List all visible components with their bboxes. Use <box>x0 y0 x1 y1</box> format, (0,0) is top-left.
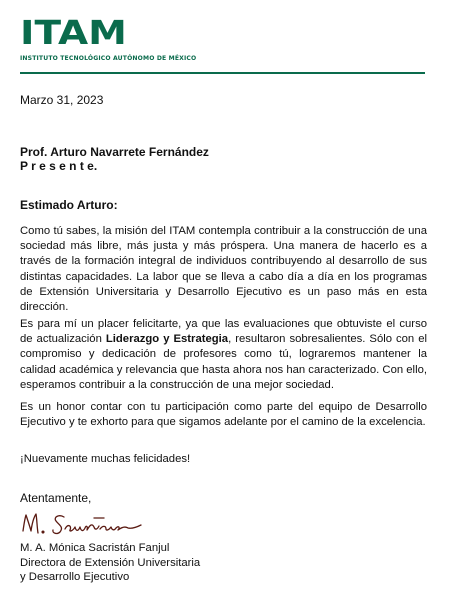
itam-logo <box>20 13 197 62</box>
salutation: Estimado Arturo: <box>20 198 118 212</box>
paragraph-congratulations <box>20 317 427 393</box>
recipient-name: Prof. Arturo Navarrete Fernández <box>20 145 209 159</box>
course-name: Liderazgo y Estrategia <box>105 333 229 346</box>
header-divider <box>20 72 425 74</box>
paragraph-text: Es para mí un placer felicitarte, ya que las evaluaciones que obtuviste el curso de actualización <box>20 318 427 346</box>
paragraph-mission: Como tú sabes, la misión del ITAM contempla contribuir a la construcción de una sociedad más libre, más justa y más próspera. Una manera de hacerlo es a través de la formación integral de individuos contribuyendo al desarrollo de sus distintas capacidades. La labor que se lleva a cabo día a día en los programas de Extensión Universitaria y Desarrollo Ejecutivo es un paso más en esta dirección. <box>20 225 427 314</box>
closing: Atentamente, <box>20 491 92 505</box>
signature-graphic <box>20 509 150 541</box>
paragraph-text: , resultaron sobresalientes. Sólo con el compromiso y dedicación de profesores como tú, lograremos mantener la calidad académica y relevancia que hasta ahora nos han caracterizado. Con ello, esperamos contribuir a la construcción de una mejor sociedad. <box>20 333 427 391</box>
paragraph-felicidades: ¡Nuevamente muchas felicidades! <box>20 453 191 465</box>
signer-title-continued: y Desarrollo Ejecutivo <box>20 571 130 583</box>
letter-date: Marzo 31, 2023 <box>20 93 104 107</box>
institution-name: INSTITUTO TECNOLÓGICO AUTÓNOMO DE MÉXICO <box>20 55 197 62</box>
recipient-presente: P r e s e n t e. <box>20 159 98 173</box>
signer-block <box>20 541 200 585</box>
logo-wordmark: ITAM <box>20 13 127 52</box>
signer-name: M. A. Mónica Sacristán Fanjul <box>20 542 170 554</box>
signer-title: Directora de Extensión Universitaria <box>20 556 201 569</box>
paragraph-honor: Es un honor contar con tu participación como parte del equipo de Desarrollo Ejecutivo y te exhorto para que sigamos adelante por el camino de la excelencia. <box>20 401 427 429</box>
recipient-block <box>20 145 209 173</box>
